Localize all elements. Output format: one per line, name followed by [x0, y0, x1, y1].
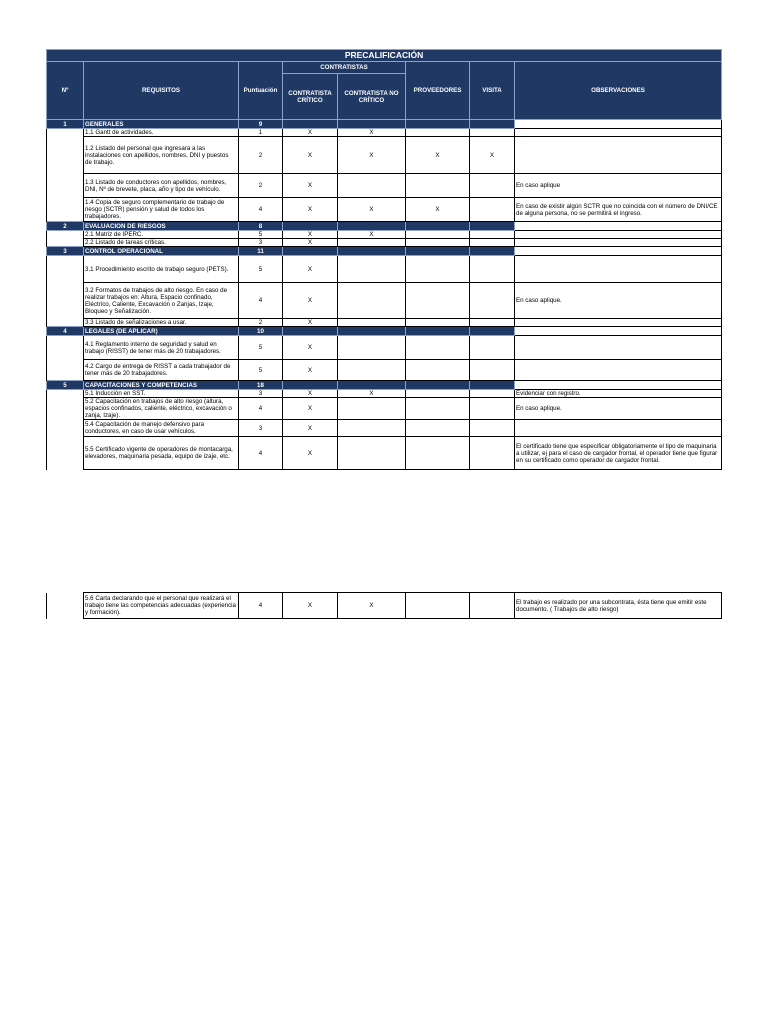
visita-cell: X: [470, 137, 515, 174]
no-critico-cell: [338, 256, 406, 283]
section-fill: [283, 327, 338, 336]
observaciones-cell: El certificado tiene que especificar obligatoriamente el tipo de maquinaria a utilizar, ej para el caso de cargador frontal, el operador tiene que figurar en su certificado como operador de cargador frontal.: [515, 437, 722, 470]
critico-cell: X: [283, 319, 338, 327]
proveedores-cell: [406, 398, 470, 420]
section-header-row: [47, 247, 722, 256]
critico-cell: X: [283, 420, 338, 437]
no-critico-cell: [338, 336, 406, 360]
visita-cell: [470, 256, 515, 283]
critico-cell: X: [283, 283, 338, 319]
proveedores-cell: X: [406, 198, 470, 222]
critico-cell: X: [283, 198, 338, 222]
section-observaciones-blank: [515, 327, 722, 336]
section-header-row: [47, 222, 722, 231]
table-row: [47, 437, 722, 470]
visita-cell: [470, 283, 515, 319]
requisito-cell: 5.2 Capacitación en trabajos de alto riesgo (altura, espacios confinados, caliente, eléctrico, excavación o zanja, Izaje).: [84, 398, 239, 420]
num-cell: [47, 336, 84, 360]
section-observaciones-blank: [515, 222, 722, 231]
table-row: [47, 360, 722, 381]
table-row: [47, 420, 722, 437]
section-header-row: [47, 327, 722, 336]
critico-cell: X: [283, 390, 338, 398]
proveedores-cell: [406, 256, 470, 283]
visita-cell: [470, 239, 515, 247]
continued-table: [46, 592, 722, 619]
table-row: [47, 137, 722, 174]
num-cell: [47, 198, 84, 222]
section-num: 3: [47, 247, 84, 256]
proveedores-cell: [406, 420, 470, 437]
table-row: [47, 336, 722, 360]
header-puntuacion: Puntuación: [239, 62, 283, 120]
section-score: 9: [239, 120, 283, 129]
score-cell: 4: [239, 437, 283, 470]
score-cell: 5: [239, 256, 283, 283]
no-critico-cell: X: [338, 593, 406, 619]
proveedores-cell: [406, 437, 470, 470]
critico-cell: X: [283, 137, 338, 174]
requisito-cell: 4.1 Reglamento interno de seguridad y salud en trabajo (RISST) de tener más de 20 trabajadores.: [84, 336, 239, 360]
visita-cell: [470, 398, 515, 420]
no-critico-cell: [338, 437, 406, 470]
num-cell: [47, 174, 84, 198]
observaciones-cell: En caso aplique.: [515, 283, 722, 319]
requisito-cell: 2.1 Matriz de IPERC.: [84, 231, 239, 239]
requisito-cell: 5.5 Certificado vigente de operadores de montacarga, elevadores, maquinaria pesada, equipo de izaje, etc.: [84, 437, 239, 470]
section-label: LEGALES (DE APLICAR): [84, 327, 239, 336]
section-score: 11: [239, 247, 283, 256]
no-critico-cell: [338, 420, 406, 437]
header-proveedores: PROVEEDORES: [406, 62, 470, 120]
proveedores-cell: X: [406, 137, 470, 174]
requisito-cell: 1.1 Gantt de actividades.: [84, 129, 239, 137]
score-cell: 3: [239, 420, 283, 437]
num-cell: [47, 390, 84, 398]
requisito-cell: 5.6 Carta declarando que el personal que realizará el trabajo tiene las competencias adecuadas (experiencia y formación).: [84, 593, 239, 619]
requisito-cell: 2.2 Listado de tareas críticas.: [84, 239, 239, 247]
num-cell: [47, 129, 84, 137]
num-cell: [47, 239, 84, 247]
proveedores-cell: [406, 239, 470, 247]
score-cell: 5: [239, 336, 283, 360]
table-row: [47, 398, 722, 420]
score-cell: 4: [239, 283, 283, 319]
section-fill: [406, 222, 470, 231]
proveedores-cell: [406, 360, 470, 381]
critico-cell: X: [283, 593, 338, 619]
proveedores-cell: [406, 319, 470, 327]
section-num: 1: [47, 120, 84, 129]
section-fill: [283, 247, 338, 256]
observaciones-cell: Evidenciar con registro.: [515, 390, 722, 398]
observaciones-cell: [515, 137, 722, 174]
score-cell: 2: [239, 137, 283, 174]
precalificacion-table: [46, 49, 722, 470]
no-critico-cell: [338, 319, 406, 327]
no-critico-cell: [338, 360, 406, 381]
requisito-cell: 1.3 Listado de conductores con apellidos, nombres, DNI, Nº de brevete, placa, año y tipo de vehículo.: [84, 174, 239, 198]
precalificacion-sheet: [46, 49, 721, 470]
visita-cell: [470, 198, 515, 222]
section-fill: [338, 120, 406, 129]
no-critico-cell: X: [338, 390, 406, 398]
table-row: [47, 319, 722, 327]
section-fill: [470, 120, 515, 129]
table-row: [47, 231, 722, 239]
section-fill: [406, 120, 470, 129]
section-label: EVALUACION DE RIESGOS: [84, 222, 239, 231]
continued-sheet: [46, 592, 721, 619]
section-fill: [470, 381, 515, 390]
table-row: [47, 129, 722, 137]
score-cell: 4: [239, 593, 283, 619]
visita-cell: [470, 390, 515, 398]
section-fill: [283, 120, 338, 129]
table-row: [47, 390, 722, 398]
section-num: 4: [47, 327, 84, 336]
no-critico-cell: [338, 398, 406, 420]
observaciones-cell: En caso aplique: [515, 174, 722, 198]
observaciones-cell: [515, 319, 722, 327]
section-fill: [406, 381, 470, 390]
observaciones-cell: [515, 336, 722, 360]
no-critico-cell: [338, 174, 406, 198]
header-num: Nº: [47, 62, 84, 120]
section-fill: [470, 247, 515, 256]
score-cell: 3: [239, 239, 283, 247]
header-visita: VISITA: [470, 62, 515, 120]
visita-cell: [470, 129, 515, 137]
section-observaciones-blank: [515, 247, 722, 256]
critico-cell: X: [283, 336, 338, 360]
table-row: [47, 256, 722, 283]
critico-cell: X: [283, 174, 338, 198]
score-cell: 2: [239, 319, 283, 327]
score-cell: 3: [239, 390, 283, 398]
section-label: CONTROL OPERACIONAL: [84, 247, 239, 256]
requisito-cell: 3.1 Procedimiento escrito de trabajo seguro (PETS).: [84, 256, 239, 283]
requisito-cell: 3.2 Formatos de trabajos de alto riesgo. En caso de realizar trabajos en: Altura, Espacio confinado, Eléctrico, Caliente, Excavación o Zanjas, Izaje, Bloqueo y Señalización.: [84, 283, 239, 319]
requisito-cell: 4.2 Cargo de entrega de RISST a cada trabajador de tener más de 20 trabajadores.: [84, 360, 239, 381]
num-cell: [47, 437, 84, 470]
proveedores-cell: [406, 390, 470, 398]
observaciones-cell: [515, 231, 722, 239]
proveedores-cell: [406, 231, 470, 239]
section-observaciones-blank: [515, 381, 722, 390]
sheet-title: PRECALIFICACIÓN: [47, 50, 722, 62]
section-fill: [406, 327, 470, 336]
requisito-cell: 5.1 Inducción en SST.: [84, 390, 239, 398]
num-cell: [47, 231, 84, 239]
section-num: 2: [47, 222, 84, 231]
num-cell: [47, 593, 84, 619]
section-fill: [406, 247, 470, 256]
requisito-cell: 3.3 Listado de señalizaciones a usar.: [84, 319, 239, 327]
no-critico-cell: [338, 283, 406, 319]
num-cell: [47, 360, 84, 381]
section-score: 10: [239, 327, 283, 336]
section-label: CAPACITACIONES Y COMPETENCIAS: [84, 381, 239, 390]
no-critico-cell: X: [338, 137, 406, 174]
proveedores-cell: [406, 336, 470, 360]
visita-cell: [470, 593, 515, 619]
table-row: [47, 239, 722, 247]
observaciones-cell: [515, 360, 722, 381]
num-cell: [47, 137, 84, 174]
section-fill: [470, 222, 515, 231]
visita-cell: [470, 360, 515, 381]
section-observaciones-blank: [515, 120, 722, 129]
table-row: [47, 283, 722, 319]
requisito-cell: 5.4 Capacitación de manejo defensivo para conductores, en caso de usar vehículos.: [84, 420, 239, 437]
section-score: 8: [239, 222, 283, 231]
visita-cell: [470, 420, 515, 437]
num-cell: [47, 398, 84, 420]
score-cell: 2: [239, 174, 283, 198]
num-cell: [47, 283, 84, 319]
section-fill: [283, 381, 338, 390]
section-fill: [283, 222, 338, 231]
table-body: [47, 120, 722, 470]
observaciones-cell: [515, 420, 722, 437]
section-fill: [338, 222, 406, 231]
visita-cell: [470, 231, 515, 239]
section-fill: [470, 327, 515, 336]
header-contratista-critico: CONTRATISTA CRÍTICO: [283, 74, 338, 120]
requisito-cell: 1.4 Copia de seguro complementario de trabajo de riesgo (SCTR) pensión y salud de todos los trabajadores.: [84, 198, 239, 222]
num-cell: [47, 256, 84, 283]
section-fill: [338, 247, 406, 256]
no-critico-cell: X: [338, 198, 406, 222]
proveedores-cell: [406, 129, 470, 137]
section-header-row: [47, 381, 722, 390]
visita-cell: [470, 319, 515, 327]
table-row: [47, 174, 722, 198]
critico-cell: X: [283, 231, 338, 239]
observaciones-cell: [515, 256, 722, 283]
requisito-cell: 1.2 Listado del personal que ingresara a las instalaciones con apellidos, nombres, DNI y puestos de trabajo.: [84, 137, 239, 174]
score-cell: 4: [239, 398, 283, 420]
critico-cell: X: [283, 256, 338, 283]
critico-cell: X: [283, 239, 338, 247]
section-header-row: [47, 120, 722, 129]
section-label: GENERALES: [84, 120, 239, 129]
critico-cell: X: [283, 437, 338, 470]
no-critico-cell: [338, 239, 406, 247]
section-num: 5: [47, 381, 84, 390]
proveedores-cell: [406, 593, 470, 619]
critico-cell: X: [283, 129, 338, 137]
header-contratistas: CONTRATISTAS: [283, 62, 406, 74]
header-contratista-no-critico: CONTRATISTA NO CRÍTICO: [338, 74, 406, 120]
observaciones-cell: El trabajo es realizado por una subcontrata, ésta tiene que emitir este documento. ( Trabajos de alto riesgo): [515, 593, 722, 619]
header-observaciones: OBSERVACIONES: [515, 62, 722, 120]
section-fill: [338, 381, 406, 390]
visita-cell: [470, 336, 515, 360]
section-score: 18: [239, 381, 283, 390]
score-cell: 5: [239, 360, 283, 381]
observaciones-cell: En caso aplique.: [515, 398, 722, 420]
section-fill: [338, 327, 406, 336]
observaciones-cell: [515, 129, 722, 137]
observaciones-cell: En caso de existir algún SCTR que no coincida con el número de DNI/CE de alguna persona, no se permitirá el ingreso.: [515, 198, 722, 222]
critico-cell: X: [283, 360, 338, 381]
proveedores-cell: [406, 283, 470, 319]
no-critico-cell: X: [338, 129, 406, 137]
header-requisitos: REQUISITOS: [84, 62, 239, 120]
visita-cell: [470, 437, 515, 470]
table-row: [47, 593, 722, 619]
score-cell: 1: [239, 129, 283, 137]
proveedores-cell: [406, 174, 470, 198]
critico-cell: X: [283, 398, 338, 420]
table-row: [47, 198, 722, 222]
no-critico-cell: X: [338, 231, 406, 239]
score-cell: 5: [239, 231, 283, 239]
observaciones-cell: [515, 239, 722, 247]
visita-cell: [470, 174, 515, 198]
num-cell: [47, 420, 84, 437]
num-cell: [47, 319, 84, 327]
score-cell: 4: [239, 198, 283, 222]
